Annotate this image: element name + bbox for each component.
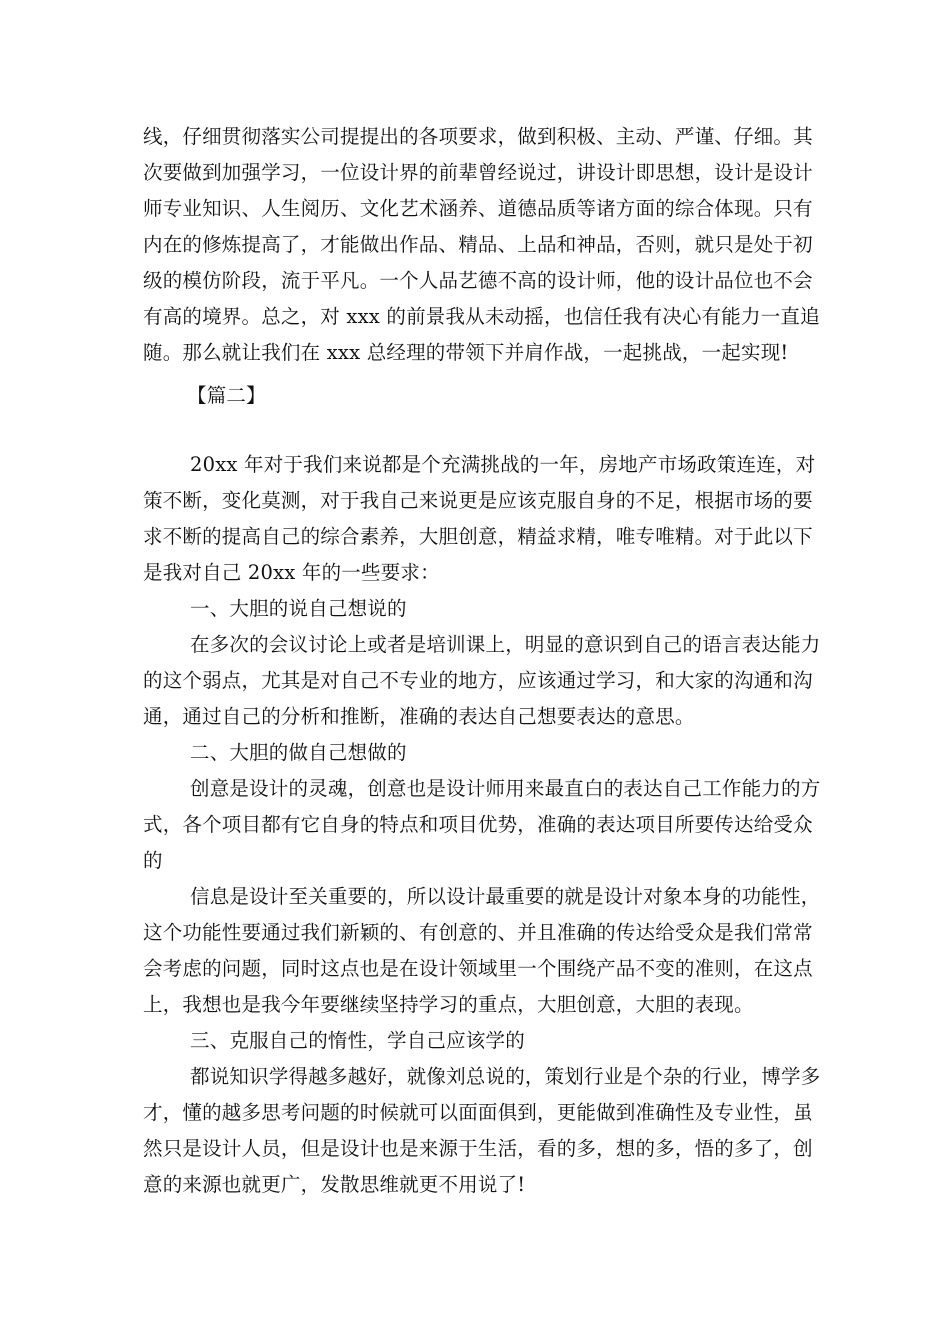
paragraph-line: 有高的境界。总之，对 xxx 的前景我从未动摇，也信任我有决心有能力一直追 xyxy=(143,305,820,328)
paragraph-line: 才，懂的越多思考问题的时候就可以面面俱到，更能做到准确性及专业性，虽 xyxy=(143,1101,813,1124)
subheading: 三、克服自己的惰性，学自己应该学的 xyxy=(190,1029,525,1052)
paragraph-line: 通，通过自己的分析和推断，准确的表达自己想要表达的意思。 xyxy=(143,705,695,728)
paragraph-line: 创意是设计的灵魂，创意也是设计师用来最直白的表达自己工作能力的方 xyxy=(190,777,821,800)
paragraph-line: 级的模仿阶段，流于平凡。一个人品艺德不高的设计师，他的设计品位也不会 xyxy=(143,269,813,292)
paragraph-line: 在多次的会议讨论上或者是培训课上，明显的意识到自己的语言表达能力 xyxy=(190,633,821,656)
subheading: 一、大胆的说自己想说的 xyxy=(190,597,407,620)
paragraph-line: 线，仔细贯彻落实公司提提出的各项要求，做到积极、主动、严谨、仔细。其 xyxy=(143,125,813,148)
paragraph-line: 求不断的提高自己的综合素养，大胆创意，精益求精，唯专唯精。对于此以下 xyxy=(143,525,813,548)
paragraph-line: 然只是设计人员，但是设计也是来源于生活，看的多，想的多，悟的多了，创 xyxy=(143,1137,813,1160)
paragraph-line: 信息是设计至关重要的，所以设计最重要的就是设计对象本身的功能性， xyxy=(190,885,821,908)
subheading: 二、大胆的做自己想做的 xyxy=(190,741,407,764)
paragraph-line: 这个功能性要通过我们新颖的、有创意的、并且准确的传达给受众是我们常常 xyxy=(143,921,813,944)
paragraph-line: 随。那么就让我们在 xxx 总经理的带领下并肩作战，一起挑战，一起实现! xyxy=(143,341,789,364)
paragraph-line: 都说知识学得越多越好，就像刘总说的，策划行业是个杂的行业，博学多 xyxy=(190,1065,821,1088)
paragraph-line: 的 xyxy=(143,849,163,872)
paragraph-line: 会考虑的问题，同时这点也是在设计领域里一个围绕产品不变的准则，在这点 xyxy=(143,957,813,980)
paragraph-line: 上，我想也是我今年要继续坚持学习的重点，大胆创意，大胆的表现。 xyxy=(143,993,754,1016)
paragraph-line: 是我对自己 20xx 年的一些要求： xyxy=(143,561,440,584)
section-heading: 【篇二】 xyxy=(187,384,266,407)
paragraph-line: 内在的修炼提高了，才能做出作品、精品、上品和神品，否则，就只是处于初 xyxy=(143,233,813,256)
paragraph-line: 师专业知识、人生阅历、文化艺术涵养、道德品质等诸方面的综合体现。只有 xyxy=(143,197,813,220)
paragraph-line: 次要做到加强学习，一位设计界的前辈曾经说过，讲设计即思想，设计是设计 xyxy=(143,161,813,184)
paragraph-line: 20xx 年对于我们来说都是个充满挑战的一年，房地产市场政策连连，对 xyxy=(190,453,816,476)
paragraph-line: 式，各个项目都有它自身的特点和项目优势，准确的表达项目所要传达给受众 xyxy=(143,813,813,836)
paragraph-line: 的这个弱点，尤其是对自己不专业的地方，应该通过学习，和大家的沟通和沟 xyxy=(143,669,813,692)
paragraph-line: 策不断，变化莫测，对于我自己来说更是应该克服自身的不足，根据市场的要 xyxy=(143,489,813,512)
paragraph-line: 意的来源也就更广，发散思维就更不用说了! xyxy=(143,1173,526,1196)
